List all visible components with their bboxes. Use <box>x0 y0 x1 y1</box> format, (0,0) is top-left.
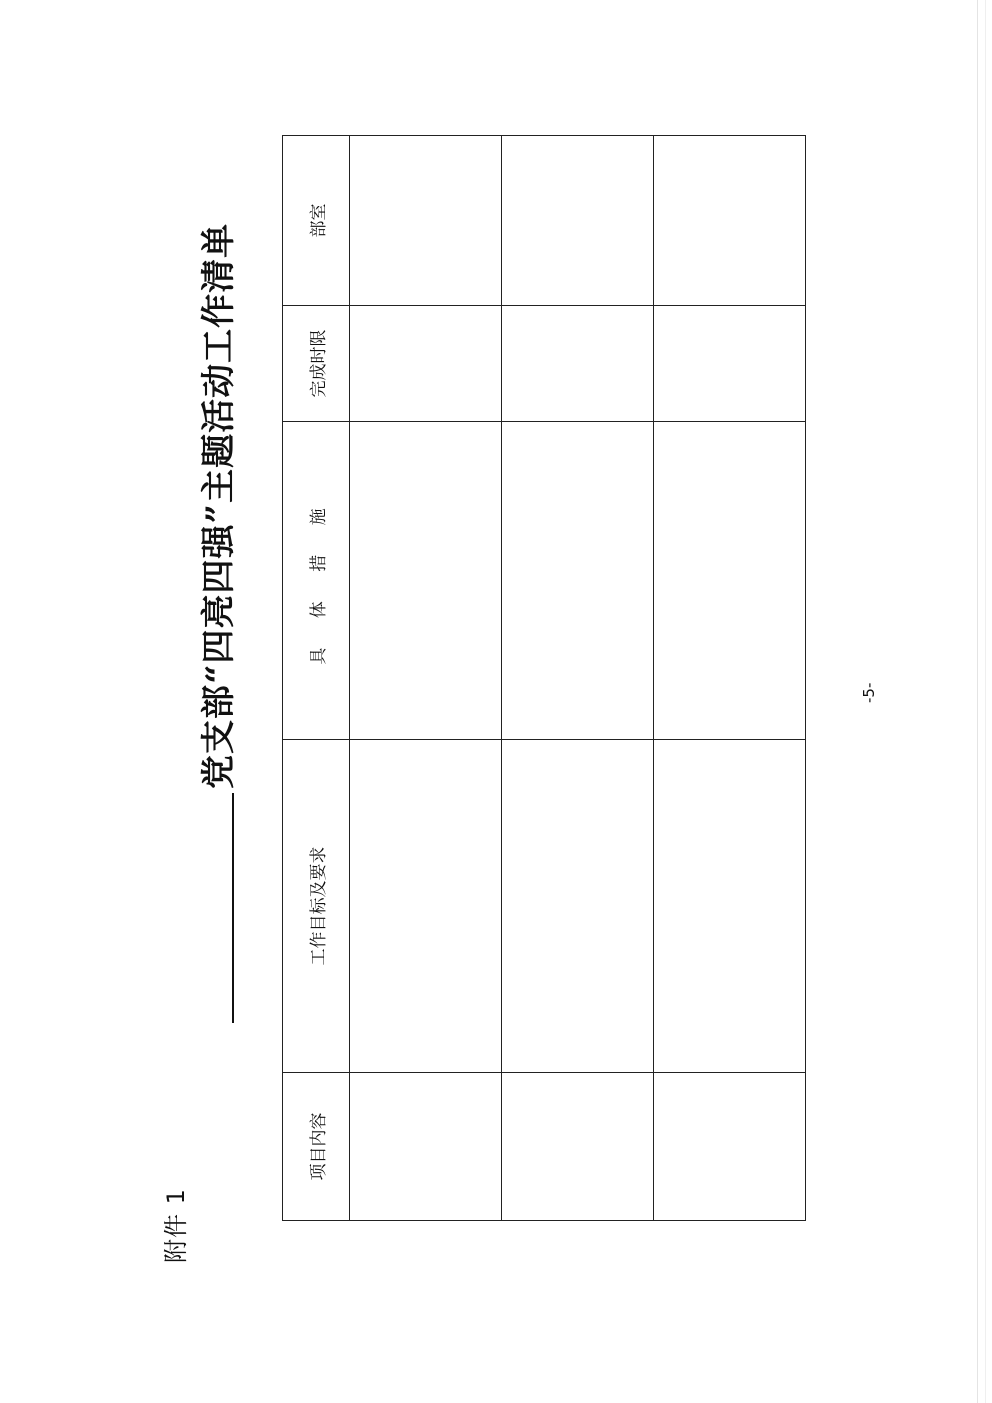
header-goals-requirements: 工作目标及要求 <box>283 740 350 1073</box>
attachment-label: 附件 1 <box>162 1188 190 1263</box>
table-cell[interactable] <box>350 1073 502 1221</box>
table-header-row <box>283 136 350 1221</box>
table-cell[interactable] <box>350 422 502 740</box>
table-cell[interactable] <box>654 1073 806 1221</box>
table-cell[interactable] <box>502 422 654 740</box>
table-row <box>502 136 654 1221</box>
table-cell[interactable] <box>654 422 806 740</box>
header-specific-measures: 具 体 措 施 <box>283 422 350 740</box>
table-cell[interactable] <box>502 1073 654 1221</box>
header-project-content: 项目内容 <box>283 1073 350 1221</box>
page-number: -5- <box>860 682 878 703</box>
document-title <box>190 163 240 1023</box>
table-cell[interactable] <box>350 136 502 306</box>
table-cell[interactable] <box>350 306 502 422</box>
title-text: 党支部“四亮四强”主题活动工作清单 <box>199 222 239 789</box>
table-cell[interactable] <box>502 306 654 422</box>
table-cell[interactable] <box>502 136 654 306</box>
header-deadline: 完成时限 <box>283 306 350 422</box>
table-cell[interactable] <box>350 740 502 1073</box>
header-department: 部室 <box>283 136 350 306</box>
table-cell[interactable] <box>654 136 806 306</box>
title-fill-in-blank <box>232 793 234 1023</box>
table-cell[interactable] <box>502 740 654 1073</box>
table-row <box>350 136 502 1221</box>
table-row <box>654 136 806 1221</box>
table-cell[interactable] <box>654 740 806 1073</box>
work-list-table <box>282 135 806 1221</box>
table-cell[interactable] <box>654 306 806 422</box>
